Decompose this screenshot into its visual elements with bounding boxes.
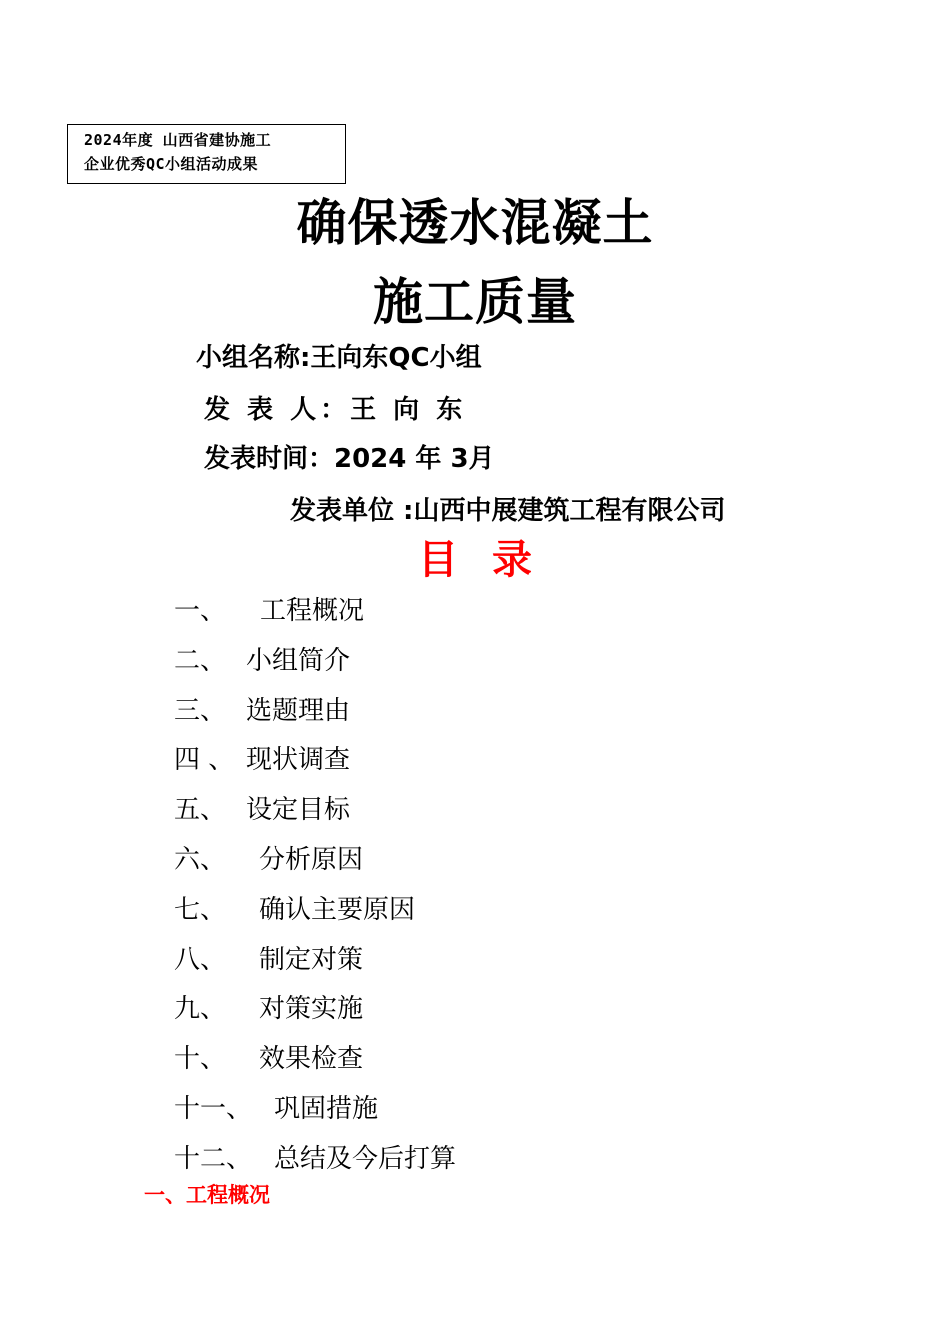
- toc-item-number: 七、: [174, 894, 227, 925]
- toc-item-text: 效果检查: [259, 1044, 364, 1075]
- toc-item-number: 十二、: [174, 1143, 253, 1174]
- presentation-time: 发表时间：2024 年 3月: [204, 444, 495, 474]
- toc-item-text: 现状调查: [246, 745, 351, 776]
- toc-item-text: 工程概况: [260, 596, 365, 626]
- toc-item-number: 三、: [174, 695, 227, 726]
- toc-item-number: 四 、: [174, 745, 235, 776]
- toc-item-text: 确认主要原因: [259, 894, 416, 925]
- award-line-1: 2024年度 山西省建协施工: [84, 131, 272, 149]
- toc-item-number: 一、: [174, 596, 227, 626]
- award-line-2: 企业优秀QC小组活动成果: [84, 155, 259, 173]
- toc-item-text: 小组简介: [246, 645, 351, 676]
- toc-item-text: 制定对策: [259, 944, 364, 975]
- section-heading: 一、工程概况: [144, 1183, 270, 1207]
- toc-item-text: 总结及今后打算: [274, 1143, 457, 1174]
- toc-item-text: 对策实施: [259, 994, 364, 1025]
- presenter: 发 表 人：王 向 东: [204, 395, 467, 425]
- toc-item-text: 分析原因: [259, 844, 364, 875]
- toc-item-number: 十、: [174, 1044, 227, 1075]
- toc-item-number: 五、: [174, 795, 227, 826]
- document-title-line-1: 确保透水混凝土: [296, 193, 654, 252]
- group-name: 小组名称:王向东QC小组: [196, 343, 482, 373]
- presenting-unit: 发表单位 :山西中展建筑工程有限公司: [290, 496, 726, 526]
- toc-item-text: 设定目标: [246, 795, 351, 826]
- toc-item-number: 六、: [174, 844, 227, 875]
- document-title-line-2: 施工质量: [373, 272, 577, 331]
- award-box: [67, 124, 346, 184]
- toc-item-number: 二、: [174, 645, 227, 676]
- toc-item-text: 选题理由: [246, 695, 351, 726]
- toc-item-number: 九、: [174, 994, 227, 1025]
- toc-item-number: 十一、: [174, 1093, 253, 1124]
- toc-item-number: 八、: [174, 944, 227, 975]
- toc-heading: 目录: [418, 536, 566, 583]
- toc-item-text: 巩固措施: [274, 1093, 379, 1124]
